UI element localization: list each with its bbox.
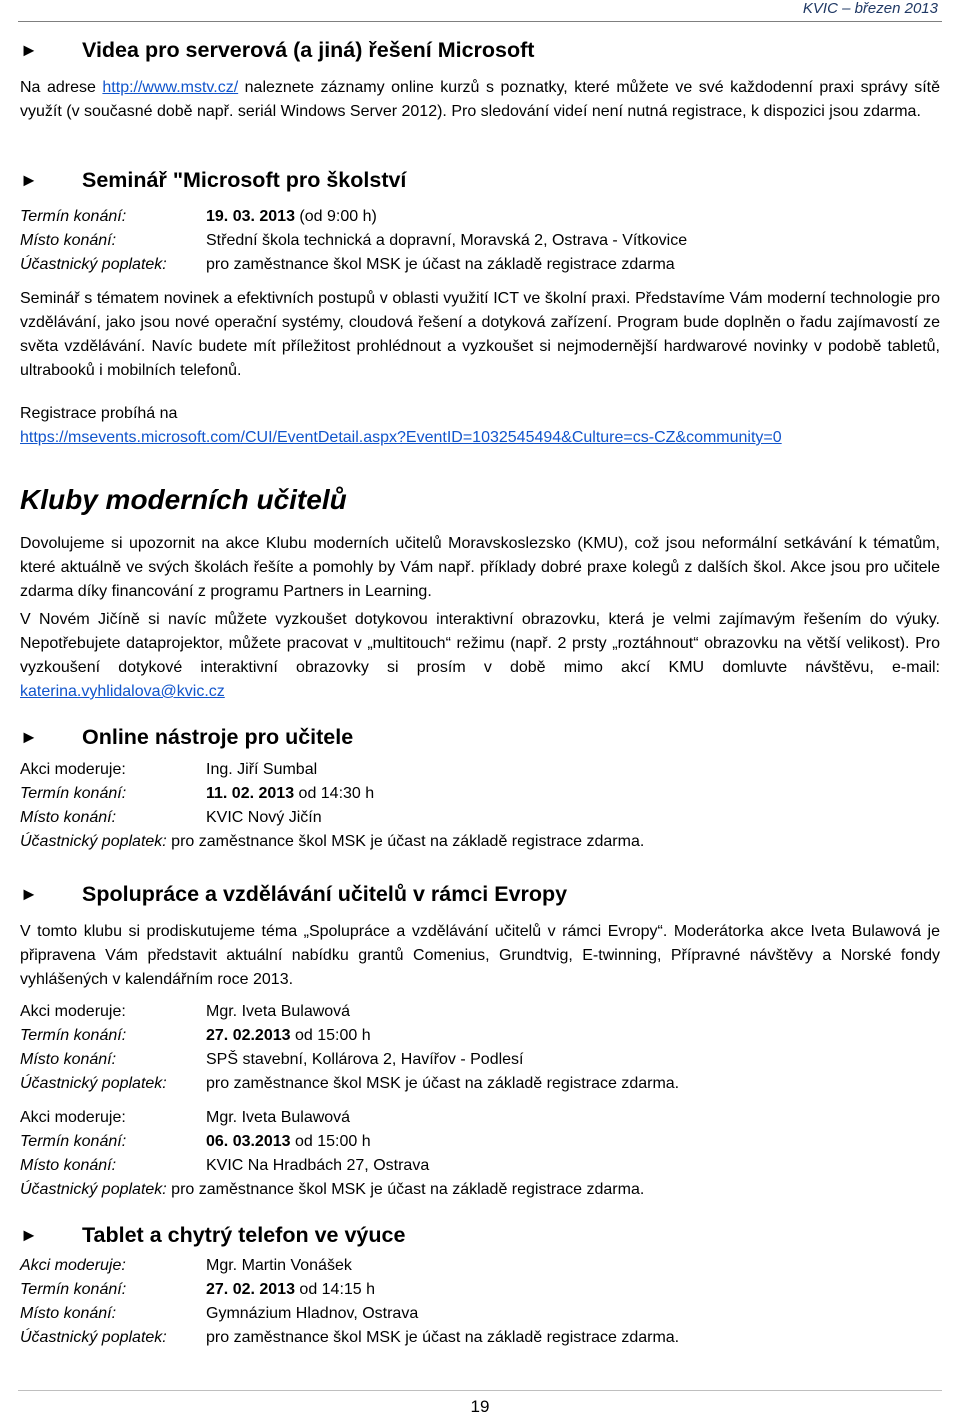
detail-value: pro zaměstnance škol MSK je účast na základě registrace zdarma.	[166, 1181, 645, 1198]
page-number: 19	[470, 1397, 490, 1416]
detail-label: Akci moderuje:	[20, 1109, 126, 1126]
detail-value: Střední škola technická a dopravní, Moravská 2, Ostrava - Vítkovice	[206, 232, 688, 249]
detail-value: KVIC Nový Jičín	[206, 809, 322, 826]
seminar-details	[20, 205, 940, 277]
mstv-link[interactable]: http://www.mstv.cz/	[102, 79, 239, 96]
evropa-paragraph: V tomto klubu si prodiskutujeme téma „Spolupráce a vzdělávání učitelů v rámci Evropy“. Moderátorka akce Iveta Bulawová je připravena Vám představit aktuální nabídku grantů Comenius, Grundtvig, E-twinning, Přípravné návštěvy a Norské fondy vyhlášených v kalendářním roce 2013.	[20, 923, 940, 988]
detail-value: Mgr. Martin Vonášek	[206, 1257, 352, 1274]
section-heading-seminar	[20, 168, 940, 193]
detail-value: Ing. Jiří Sumbal	[206, 761, 318, 778]
detail-label: Akci moderuje:	[20, 1003, 126, 1020]
kluby-heading: Kluby moderních učitelů	[20, 484, 347, 515]
detail-value: Mgr. Iveta Bulawová	[206, 1109, 351, 1126]
detail-label: Účastnický poplatek:	[20, 1181, 167, 1198]
detail-value: SPŠ stavební, Kollárova 2, Havířov - Podlesí	[206, 1051, 524, 1068]
detail-label: Termín konání:	[20, 208, 127, 225]
section-heading-videa	[20, 38, 940, 63]
detail-row	[20, 1106, 940, 1130]
registration-label: Registrace probíhá na	[20, 405, 178, 422]
detail-label: Účastnický poplatek:	[20, 1075, 167, 1092]
videa-paragraph	[20, 76, 940, 124]
evropa-details-2	[20, 1106, 940, 1202]
detail-label: Účastnický poplatek:	[20, 256, 167, 273]
detail-row	[20, 205, 940, 229]
detail-label: Místo konání:	[20, 809, 117, 826]
detail-row	[20, 253, 940, 277]
registration-link-wrap	[20, 426, 940, 450]
detail-row	[20, 1302, 940, 1326]
detail-value: KVIC Na Hradbách 27, Ostrava	[206, 1157, 430, 1174]
detail-row	[20, 1024, 940, 1048]
detail-row	[20, 830, 940, 854]
section-title: Spolupráce a vzdělávání učitelů v rámci Evropy	[82, 882, 568, 906]
detail-value: Gymnázium Hladnov, Ostrava	[206, 1305, 419, 1322]
registration-link[interactable]: https://msevents.microsoft.com/CUI/EventDetail.aspx?EventID=1032545494&Culture=cs-CZ&community=0	[20, 429, 782, 446]
detail-value-bold: 27. 02.2013	[206, 1027, 291, 1044]
arrow-icon: ►	[20, 40, 38, 60]
tablet-details	[20, 1254, 940, 1350]
arrow-icon: ►	[20, 727, 38, 747]
detail-row	[20, 806, 940, 830]
kluby-paragraph-2	[20, 608, 940, 704]
detail-label: Místo konání:	[20, 1051, 117, 1068]
detail-label: Termín konání:	[20, 1281, 127, 1298]
detail-value: (od 9:00 h)	[294, 208, 377, 225]
detail-label: Akci moderuje:	[20, 1257, 126, 1274]
detail-value: pro zaměstnance škol MSK je účast na základě registrace zdarma.	[206, 1075, 680, 1092]
detail-row	[20, 1154, 940, 1178]
kluby-paragraph-1: Dovolujeme si upozornit na akce Klubu moderních učitelů Moravskoslezsko (KMU), což jsou neformální setkávání k tématům, které aktuálně ve svých školách řešíte a pomohly by Vám např. příklady dobré praxe kolegů z dalších škol. Akce jsou pro učitele zdarma díky financování z programu Partners in Learning.	[20, 535, 940, 600]
seminar-paragraph: Seminář s tématem novinek a efektivních postupů v oblasti využití ICT ve školní praxi. Představíme Vám moderní technologie pro vzdělávání, jako jsou nové operační systémy, cloudová řešení a dotyková zařízení. Program bude doplněn o řadu zajímavostí ze světa vzdělávání. Navíc budete mít příležitost prohlédnout a vyzkoušet si nejmodernější hardwarové novinky v podobě tabletů, ultrabooků i mobilních telefonů.	[20, 290, 940, 379]
detail-label: Účastnický poplatek:	[20, 1329, 167, 1346]
detail-value-bold: 06. 03.2013	[206, 1133, 291, 1150]
detail-value: od 14:30 h	[294, 785, 375, 802]
detail-value: Mgr. Iveta Bulawová	[206, 1003, 351, 1020]
detail-row	[20, 1278, 940, 1302]
detail-label: Akci moderuje:	[20, 761, 126, 778]
detail-row	[20, 1072, 940, 1096]
detail-value: pro zaměstnance škol MSK je účast na základě registrace zdarma.	[206, 1329, 680, 1346]
detail-row	[20, 229, 940, 253]
section-title: Seminář "Microsoft pro školství	[82, 168, 407, 192]
detail-row	[20, 1254, 940, 1278]
arrow-icon: ►	[20, 1225, 38, 1245]
detail-value: od 14:15 h	[294, 1281, 376, 1298]
detail-row	[20, 758, 940, 782]
detail-row	[20, 782, 940, 806]
section-heading-tablet	[20, 1223, 940, 1248]
detail-label: Termín konání:	[20, 1027, 127, 1044]
detail-row	[20, 1178, 940, 1202]
detail-value: pro zaměstnance škol MSK je účast na základě registrace zdarma	[206, 256, 675, 273]
detail-label: Místo konání:	[20, 232, 117, 249]
online-details	[20, 758, 940, 854]
detail-value-bold: 19. 03. 2013	[206, 208, 295, 225]
section-title: Online nástroje pro učitele	[82, 725, 354, 749]
section-title: Videa pro serverová (a jiná) řešení Microsoft	[82, 38, 535, 62]
detail-row	[20, 1130, 940, 1154]
evropa-details-1	[20, 1000, 940, 1096]
detail-value: od 15:00 h	[290, 1133, 371, 1150]
arrow-icon: ►	[20, 170, 38, 190]
detail-label: Účastnický poplatek:	[20, 833, 167, 850]
section-heading-online	[20, 725, 940, 750]
detail-label: Místo konání:	[20, 1157, 117, 1174]
paragraph-text: naleznete záznamy online kurzů s poznatky, které můžete ve své každodenní praxi správy sítě využít (v současné době např. seriál Windows Server 2012). Pro sledování videí není nutná registrace, k dispozici jsou zdarma.	[20, 79, 941, 120]
email-link[interactable]: katerina.vyhlidalova@kvic.cz	[20, 683, 225, 700]
detail-value: pro zaměstnance škol MSK je účast na základě registrace zdarma.	[166, 833, 645, 850]
detail-row	[20, 1326, 940, 1350]
detail-value-bold: 11. 02. 2013	[206, 785, 295, 802]
detail-label: Termín konání:	[20, 785, 127, 802]
detail-label: Termín konání:	[20, 1133, 127, 1150]
detail-row	[20, 1048, 940, 1072]
header-divider	[18, 21, 942, 22]
section-heading-evropa	[20, 882, 940, 907]
arrow-icon: ►	[20, 884, 38, 904]
header-title: KVIC – březen 2013	[802, 0, 938, 17]
detail-row	[20, 1000, 940, 1024]
detail-value-bold: 27. 02. 2013	[206, 1281, 295, 1298]
paragraph-text: Na adrese	[20, 79, 103, 96]
paragraph-text: V Novém Jičíně si navíc můžete vyzkoušet dotykovou interaktivní obrazovku, která je velmi zajímavým řešením do výuky. Nepotřebujete dataprojektor, můžete pracovat v „multitouch“ režimu (např. 2 prsty „roztáhnout“ obrazovku na větší velikost). Pro vyzkoušení dotykové interaktivní obrazovky si prosím v době mimo akcí KMU domluvte návštěvu, e-mail:	[20, 611, 940, 676]
footer-divider	[18, 1390, 942, 1391]
section-title: Tablet a chytrý telefon ve výuce	[82, 1223, 406, 1247]
detail-value: od 15:00 h	[290, 1027, 371, 1044]
detail-label: Místo konání:	[20, 1305, 117, 1322]
